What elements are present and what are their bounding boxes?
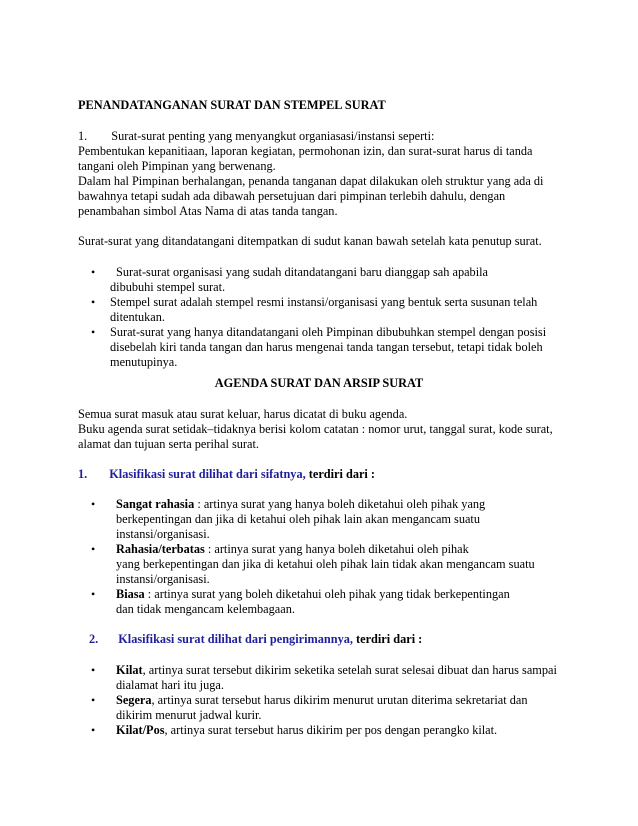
sec1-item1-line2: berkepentingan dan jika di ketahui oleh pihak lain akan mengancam suatu bbox=[116, 512, 481, 526]
sec2-item2-desc: , artinya surat tersebut harus dikirim menurut urutan diterima sekretariat dan bbox=[151, 693, 528, 707]
bullet-icon: • bbox=[91, 542, 96, 556]
p1-number: 1. bbox=[78, 129, 88, 143]
b2-line1: Stempel surat adalah stempel resmi instansi/organisasi yang bentuk serta susunan telah bbox=[110, 295, 538, 309]
section-title-agenda: AGENDA SURAT DAN ARSIP SURAT bbox=[214, 376, 424, 390]
sec1-heading bbox=[78, 467, 375, 482]
sec1-item1-line1 bbox=[116, 497, 485, 512]
sec1-item2-desc: : artinya surat yang hanya boleh diketahui oleh pihak bbox=[207, 542, 469, 556]
p3-line1: Semua surat masuk atau surat keluar, harus dicatat di buku agenda. bbox=[78, 407, 408, 421]
sec1-item2-line2: yang berkepentingan dan jika di ketahui oleh pihak lain tidak akan mengancam suatu bbox=[116, 557, 535, 571]
bullet-icon: • bbox=[91, 325, 96, 339]
sec1-number: 1. bbox=[78, 467, 88, 481]
p3-line3: alamat dan tujuan serta perihal surat. bbox=[78, 437, 259, 451]
p1-line3: tangani oleh Pimpinan yang berwenang. bbox=[78, 159, 276, 173]
p1-line1 bbox=[78, 129, 434, 144]
sec2-item2-term: Segera bbox=[116, 693, 152, 707]
sec1-item1-desc: : artinya surat yang hanya boleh diketahui oleh pihak yang bbox=[197, 497, 486, 511]
bullet-icon: • bbox=[91, 663, 96, 677]
sec2-heading-text: Klasifikasi surat dilihat dari pengirimannya, bbox=[118, 632, 353, 646]
doc-title: PENANDATANGANAN SURAT DAN STEMPEL SURAT bbox=[78, 98, 386, 112]
p1-line5: bawahnya tetapi sudah ada dibawah persetujuan dari pimpinan terlebih dahulu, dengan bbox=[78, 189, 506, 203]
sec1-item1-term: Sangat rahasia bbox=[116, 497, 195, 511]
bullet-icon: • bbox=[91, 265, 96, 279]
sec2-heading bbox=[89, 632, 422, 647]
b3-line2: disebelah kiri tanda tangan dan harus mengenai tanda tangan tersebut, tetapi tidak boleh bbox=[110, 340, 543, 354]
p1-line6: penambahan simbol Atas Nama di atas tanda tangan. bbox=[78, 204, 338, 218]
b2-line2: ditentukan. bbox=[110, 310, 165, 324]
bullet-icon: • bbox=[91, 497, 96, 511]
sec2-item3-term: Kilat/Pos bbox=[116, 723, 165, 737]
sec1-item2-line1 bbox=[116, 542, 469, 557]
sec2-item1-desc: , artinya surat tersebut dikirim seketika setelah surat selesai dibuat dan harus sampai bbox=[142, 663, 557, 677]
sec1-item3-line2: dan tidak mengancam kelembagaan. bbox=[116, 602, 295, 616]
p1-line4: Dalam hal Pimpinan berhalangan, penanda tanganan dapat dilakukan oleh struktur yang ada di bbox=[78, 174, 544, 188]
b1-line2: dibubuhi stempel surat. bbox=[110, 280, 226, 294]
sec2-item1-line2: dialamat hari itu juga. bbox=[116, 678, 224, 692]
sec1-heading-tail: terdiri dari : bbox=[308, 467, 376, 481]
sec1-item2-line3: instansi/organisasi. bbox=[116, 572, 210, 586]
p1-line2: Pembentukan kepanitiaan, laporan kegiatan, permohonan izin, dan surat-surat harus di tanda bbox=[78, 144, 533, 158]
b3-line1: Surat-surat yang hanya ditandatangani oleh Pimpinan dibubuhkan stempel dengan posisi bbox=[110, 325, 547, 339]
p2-line: Surat-surat yang ditandatangani ditempatkan di sudut kanan bawah setelah kata penutup surat. bbox=[78, 234, 542, 248]
b3-line3: menutupinya. bbox=[110, 355, 178, 369]
sec1-item1-line3: instansi/organisasi. bbox=[116, 527, 210, 541]
b1-line1: Surat-surat organisasi yang sudah ditandatangani baru dianggap sah apabila bbox=[116, 265, 488, 279]
sec1-item2-term: Rahasia/terbatas bbox=[116, 542, 205, 556]
sec1-item3-term: Biasa bbox=[116, 587, 145, 601]
bullet-icon: • bbox=[91, 723, 96, 737]
sec1-item3-desc: : artinya surat yang boleh diketahui oleh pihak yang tidak berkepentingan bbox=[147, 587, 510, 601]
bullet-icon: • bbox=[91, 295, 96, 309]
sec2-item3-desc: , artinya surat tersebut harus dikirim per pos dengan perangko kilat. bbox=[164, 723, 498, 737]
sec1-item3-line1 bbox=[116, 587, 510, 602]
sec2-item2-line2: dikirim menurut jadwal kurir. bbox=[116, 708, 262, 722]
p1-text-1: Surat-surat penting yang menyangkut organiasasi/instansi seperti: bbox=[111, 129, 435, 143]
p3-line2: Buku agenda surat setidak–tidaknya berisi kolom catatan : nomor urut, tanggal surat, kode surat, bbox=[78, 422, 553, 436]
sec2-number: 2. bbox=[89, 632, 99, 646]
sec2-heading-tail: terdiri dari : bbox=[356, 632, 423, 646]
sec2-item2-line1 bbox=[116, 693, 527, 708]
bullet-icon: • bbox=[91, 587, 96, 601]
sec2-item3-line1 bbox=[116, 723, 497, 738]
sec2-item1-term: Kilat bbox=[116, 663, 143, 677]
bullet-icon: • bbox=[91, 693, 96, 707]
sec1-heading-text: Klasifikasi surat dilihat dari sifatnya, bbox=[109, 467, 306, 481]
sec2-item1-line1 bbox=[116, 663, 557, 678]
